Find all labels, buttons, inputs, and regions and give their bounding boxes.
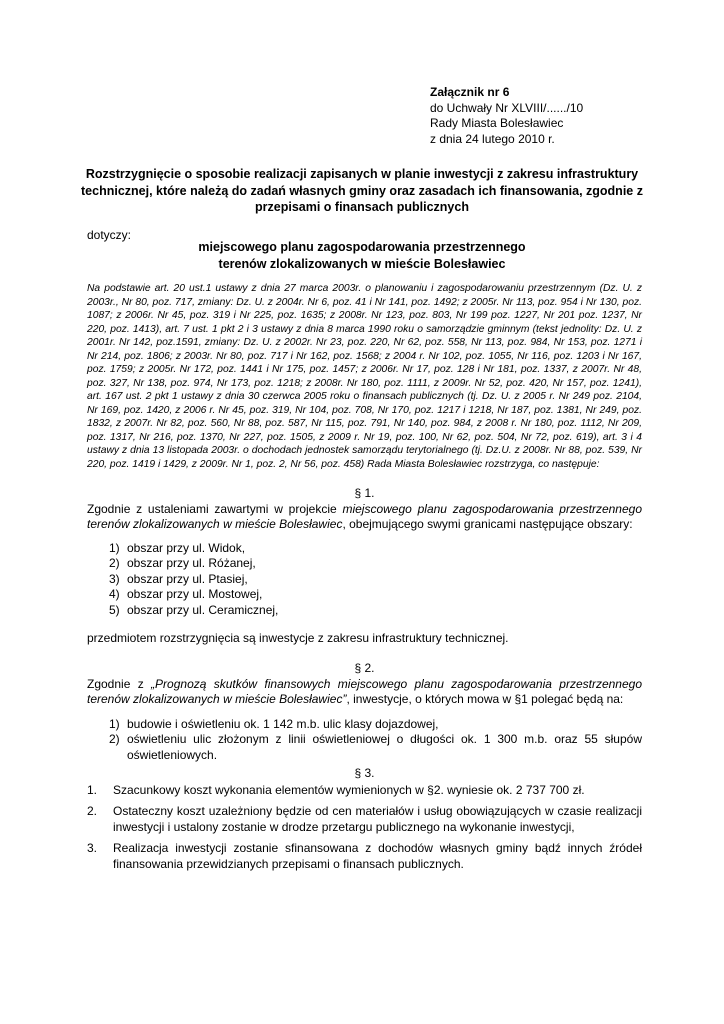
plan-title-line-1: miejscowego planu zagospodarowania przestrzennego bbox=[198, 240, 526, 254]
cost-list bbox=[87, 783, 642, 873]
section-1-intro-a: Zgodnie z ustaleniami zawartymi w projekcie bbox=[87, 501, 343, 516]
section-2-mark: § 2. bbox=[354, 661, 375, 675]
resolution-date: z dnia 24 lutego 2010 r. bbox=[430, 131, 555, 146]
section-1-closing: przedmiotem rozstrzygnięcia są inwestycje z zakresu infrastruktury technicznej. bbox=[87, 631, 509, 645]
investment-list bbox=[87, 717, 642, 764]
list-item: 4) obszar przy ul. Mostowej, bbox=[109, 587, 263, 601]
regards-label: dotyczy: bbox=[87, 228, 132, 242]
section-1-mark: § 1. bbox=[354, 486, 375, 500]
list-item: 3. Realizacja inwestycji zostanie sfinansowana z dochodów własnych gminy bądź innych źródeł finansowania przewidzianych przepisami o finansach publicznych. bbox=[87, 841, 642, 871]
section-2 bbox=[87, 661, 642, 763]
attachment-header bbox=[430, 85, 583, 147]
list-item: 5) obszar przy ul. Ceramicznej, bbox=[109, 602, 279, 617]
area-list bbox=[87, 541, 642, 619]
list-item: 2) oświetleniu ulic złożonym z linii oświetleniowej o długości ok. 1 300 m.b. oraz 55 słupów oświetleniowych. bbox=[109, 732, 642, 762]
legal-basis-paragraph: Na podstawie art. 20 ust.1 ustawy z dnia 27 marca 2003r. o planowaniu i zagospodarowaniu przestrzennym (Dz. U. z 2003r., Nr 80, poz. 717, zmiany: Dz. U. z 2004r. Nr 6, poz. 41 i Nr 141, poz. 1492; z 2005r. Nr 113, poz. 954 i Nr 130, poz. 1087; z 2006r. Nr 45, poz. 319 i Nr 225, poz. 1635; z 2008r. Nr 123, poz. 803, Nr 199 poz. 1227, Nr 201 poz. 1237, Nr 220, poz. 1413), art. 7 ust. 1 pkt 2 i 3 ustawy z dnia 8 marca 1990 roku o samorządzie gminnym (tekst jednolity: Dz. U. z 2001r. Nr 142, poz.1591, zmiany: Dz. U. z 2002r. Nr 23, poz. 220, Nr 62, poz. 558, Nr 113, poz. 984, Nr 153, poz. 1271 i Nr 214, poz. 1806; z 2003r. Nr 80, poz. 717 i Nr 162, poz. 1568; z 2004 r. Nr 102, poz. 1055, Nr 116, poz. 1203 i Nr 167, poz. 1759; z 2005r. Nr 172, poz. 1441 i Nr 175, poz. 1457; z 2006r. Nr 17, poz. 128 i Nr 181, poz. 1337, z 2007r. Nr 48, poz. 327, Nr 138, poz. 974, Nr 173, poz. 1218; z 2008r. Nr 180, poz. 1111, z 2009r. Nr 52, poz. 420, Nr 157, poz. 1241), art. 167 ust. 2 pkt 1 ustawy z dnia 30 czerwca 2005 roku o finansach publicznych (tj. Dz. U. z 2005 r. Nr 249 poz. 2104, Nr 169, poz. 1420, z 2006 r. Nr 45, poz. 319, Nr 104, poz. 708, Nr 170, poz. 1217 i 1218, Nr 187, poz. 1381, Nr 249, poz. 1832, z 2007r. Nr 82, poz. 560, Nr 88, poz. 587, Nr 115, poz. 791, Nr 140, poz. 984, z 2008 r. Nr 180, poz. 1112, Nr 209, poz. 1317, Nr 216, poz. 1370, Nr 227, poz. 1505, z 2009 r. Nr 19, poz. 100, Nr 62, poz. 504, Nr 72, poz. 619), art. 3 i 4 ustawy z dnia 13 listopada 2003r. o dochodach jednostek samorządu terytorialnego (tj. Dz.U. z 2008r. Nr 88, poz. 539, Nr 220, poz. 1419 i 1429, z 2009r. Nr 1, poz. 2, Nr 56, poz. 458) Rada Miasta Bolesławiec rozstrzyga, co następuje: bbox=[87, 283, 642, 470]
section-3 bbox=[87, 766, 642, 878]
section-2-intro-c: , inwestycje, o których mowa w §1 polegać będą na: bbox=[346, 692, 624, 706]
list-item: 1. Szacunkowy koszt wykonania elementów wymienionych w §2. wyniesie ok. 2 737 700 zł. bbox=[87, 782, 585, 797]
list-item: 2) obszar przy ul. Różanej, bbox=[109, 556, 256, 570]
section-1 bbox=[87, 486, 642, 647]
plan-title-line-2: terenów zlokalizowanych w mieście Bolesławiec bbox=[218, 256, 506, 271]
section-3-mark: § 3. bbox=[354, 766, 375, 780]
section-1-plan-name: miejscowego planu zagospodarowania przestrzennego terenów zlokalizowanych w mieście Bolesławiec bbox=[87, 501, 643, 531]
list-item: 1) budowie i oświetleniu ok. 1 142 m.b. ulic klasy dojazdowej, bbox=[109, 716, 439, 731]
section-2-forecast-name: „Prognozą skutków finansowych miejscowego planu zagospodarowania przestrzennego terenów zlokalizowanych w mieście Bolesławiec” bbox=[87, 676, 642, 706]
list-item: 3) obszar przy ul. Ptasiej, bbox=[109, 571, 248, 586]
list-item: 2. Ostateczny koszt uzależniony będzie od cen materiałów i usług obowiązujących w czasie realizacji inwestycji i ustalony zostanie w drodze przetargu publicznego na wykonanie inwestycji, bbox=[87, 804, 642, 834]
document-title: Rozstrzygnięcie o sposobie realizacji zapisanych w planie inwestycji z zakresu infrastruktury technicznej, które należą do zadań własnych gminy oraz zasadach ich finansowania, zgodnie z przepisami o finansach publicznych bbox=[81, 167, 643, 214]
council-name: Rady Miasta Bolesławiec bbox=[430, 116, 564, 130]
section-1-intro bbox=[87, 502, 642, 533]
plan-title bbox=[60, 239, 664, 272]
resolution-number: do Uchwały Nr XLVIII/....../10 bbox=[430, 100, 584, 115]
section-2-intro bbox=[87, 677, 642, 708]
attachment-title: Załącznik nr 6 bbox=[430, 85, 510, 99]
section-1-intro-c: , obejmującego swymi granicami następujące obszary: bbox=[342, 517, 633, 531]
section-2-intro-a: Zgodnie z bbox=[87, 676, 152, 691]
list-item: 1) obszar przy ul. Widok, bbox=[109, 540, 246, 555]
